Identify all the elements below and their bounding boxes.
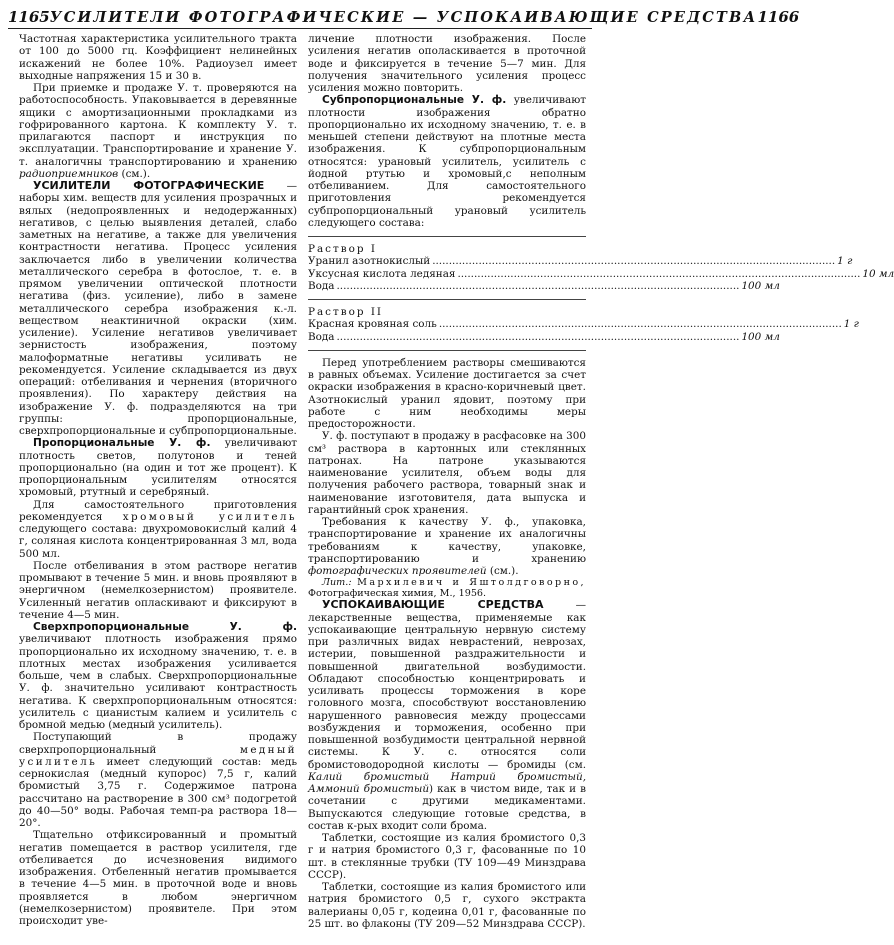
page-number-left: 1165 xyxy=(8,8,50,26)
paragraph: При приемке и продаже У. т. проверяются на работоспособность. Упаковывается в деревянные ящики с амортизационными прокладками из гофрированного картона. К комплекту У. т. прилагаются паспорт и инструкция по эксплуатации. Транспортирование и хранение У. т. аналогичны транспортированию и хранению радиоприемников (см.). xyxy=(19,82,297,180)
literature-reference: Лит.: Мархилевич и Яштолдговорно, Фотографическая химия, М., 1956. xyxy=(308,577,586,600)
ingredient-row: Уранил азотнокислый ..... 1 г xyxy=(308,255,586,267)
paragraph: Для самостоятельного приготовления рекомендуется хромовый усилитель следующего состава: двухромовокислый калий 4 г, соляная кислота концентрированная 3 мл, вода 500 мл. xyxy=(19,498,297,560)
subheading: Субпропорциональные У. ф. xyxy=(322,94,507,107)
paragraph: Тщательно отфиксированный и промытый негатив помещается в раствор усилителя, где отбеливается до исчезновения видимого изображения. Отбеленный негатив промывается в течение 4—5 мин. в проточной воде и вновь проявляется в любом энергичном (немелкозернистом) проявителе. При этом происходит уве- xyxy=(19,829,297,927)
solution-title: Раствор II xyxy=(308,306,384,318)
page-number-right: 1166 xyxy=(757,8,800,26)
running-title: УСИЛИТЕЛИ ФОТОГРАФИЧЕСКИЕ — УСПОКАИВАЮЩИЕ СРЕДСТВА xyxy=(49,8,758,26)
ingredient-row: Вода ..... 100 мл xyxy=(308,280,586,292)
paragraph: Требования к качеству У. ф., упаковка, транспортирование и хранение их аналогичны требованиям к качеству, упаковке, транспортированию и хранению фотографических проявителей (см.). xyxy=(308,516,586,577)
paragraph: Пропорциональные У. ф. увеличивают плотность светов, полутонов и теней пропорционально (на один и тот же процент). К пропорциональным усилителям относятся хромовый, ртутный и серебряный. xyxy=(19,437,298,499)
left-column xyxy=(19,33,297,927)
paragraph: У. ф. поступают в продажу в расфасовке на 300 см³ раствора в картонных или стеклянных патронах. На патроне указываются наименование усилителя, объем воды для получения рабочего раствора, товарный знак и наименование изготовителя, дата выпуска и гарантийный срок хранения. xyxy=(308,430,586,516)
paragraph: Поступающий в продажу сверхпропорциональный медный усилитель имеет следующий состав: медь сернокислая (медный купорос) 7,5 г, калий бромистый 3,75 г. Содержимое патрона рассчитано на растворение в 300 см³ подогретой до 40—50° воды. Рабочая темп-ра раствора 18—20°. xyxy=(19,731,297,829)
ingredient-row: Красная кровяная соль ..... 1 г xyxy=(308,318,586,330)
ingredient-row: Вода ..... 100 мл xyxy=(308,331,586,343)
divider xyxy=(308,350,586,351)
paragraph: Частотная характеристика усилительного тракта от 100 до 5000 гц. Коэффициент нелинейных искажений не более 10%. Радиоузел имеет выходные напряжения 15 и 30 в. xyxy=(19,33,297,82)
divider xyxy=(308,236,586,237)
divider xyxy=(308,299,586,300)
entry-heading: УСИЛИТЕЛИ ФОТОГРАФИЧЕСКИЕ xyxy=(33,179,265,192)
subheading: Сверхпропорциональные У. ф. xyxy=(33,621,297,633)
subheading: Пропорциональные У. ф. xyxy=(33,437,211,450)
paragraph: Перед употреблением растворы смешиваются в равных объемах. Усиление достигается за счет окраски изображения в красно-коричневый цвет. Азотнокислый уранил ядовит, поэтому при работе с ним необходимы меры предосторожности. xyxy=(308,356,586,430)
paragraph: личение плотности изображения. После усиления негатив ополаскивается в проточной воде и фиксируется в течение 5—7 мин. Для получения значительного усиления процесс усиления можно повторить. xyxy=(308,33,586,94)
paragraph: После отбеливания в этом растворе негатив промывают в течение 5 мин. и вновь проявляют в энергичном (немелкозернистом) проявителе. Усиленный негатив оплаcкивают и фиксируют в течение 4—5 мин. xyxy=(19,559,297,621)
paragraph: Сверхпропорциональные У. ф. увеличивают плотность изображения прямо пропорционально их исходному значению, т. е. в плотных местах изображения усиливается больше, чем в слабых. Сверхпропорциональные У. ф. значительно усиливают контрастность негатива. К сверхпропорциональным относятся: усилитель с цианистым калием и усилитель с бромной медью (медный усилитель). xyxy=(19,621,297,731)
right-column xyxy=(308,33,894,930)
entry-usiliteli: УСИЛИТЕЛИ ФОТОГРАФИЧЕСКИЕ — наборы хим. веществ для усиления прозрачных и вялых (недопроявленных и недодержанных) негативов, с целью выявления деталей, слабо заметных на негативе, а также для увеличения контрастности негатива. Процесс усиления заключается либо в увеличении количества металлического серебра в фотослое, т. е. в прямом увеличении оптической плотности негатива (физ. усиление), либо в замене металлического серебра изображения к.-л. веществом неактиничной окраски (хим. усиление). Усиление негативов увеличивает зернистость изображения, поэтому малоформатные негативы усиливать не рекомендуется. Усиление складывается из двух операций: отбеливания и чернения (вторичного проявления). По характеру действия на изображение У. ф. подразделяются на три группы: пропорциональные, сверхпропорциональные и субпропорциональные. xyxy=(19,179,297,437)
paragraph: Таблетки, состоящие из калия бромистого 0,3 г и натрия бромистого 0,3 г, фасованные по 10 шт. в стеклянные трубки (ТУ 109—49 Минздрава СССР). xyxy=(308,832,586,881)
paragraph: Субпропорциональные У. ф. увеличивают плотности изображения обратно пропорционально их исходному значению, т. е. в меньшей степени действуют на плотные места изображения. К субпропорциональным относятся: урановый усилитель, усилитель с йодной ртутью и хромовый,с неполным отбеливанием. Для самостоятельного приготовления рекомендуется субпропорциональный урановый усилитель следующего состава: xyxy=(308,94,587,229)
ingredient-row: Уксусная кислота ледяная ..... 10 мл xyxy=(308,268,586,280)
solution-title: Раствор I xyxy=(308,243,377,255)
paragraph: Таблетки, состоящие из калия бромистого или натрия бромистого 0,5 г, сухого экстракта валерианы 0,05 г, кодеина 0,01 г, фасованные по 25 шт. во флаконы (ТУ 209—52 Минздрава СССР). xyxy=(308,881,586,930)
entry-uspokaivayushchie: УСПОКАИВАЮЩИЕ СРЕДСТВА —лекарственные вещества, применяемые как успокаивающие центральную нервную систему при различных видах неврастений, неврозах, истерии, повышенной раздражительности и повышенной двигательной возбудимости. Обладают способностью концентрировать и усиливать процессы торможения в коре головного мозга, способствуют восстановлению нарушенного равновесия между процессами возбуждения и торможения, особенно при повышенной возбудимости центральной нервной системы. К У. с. относятся соли бромистоводородной кислоты — бромиды (см. Калий бромистый Натрий бромистый, Аммоний бромистый) как в чистом виде, так и в сочетании с другими медикаментами. Выпускаются следующие готовые средства, в состав к-рых входит соли брома. xyxy=(308,598,586,832)
entry-heading: УСПОКАИВАЮЩИЕ СРЕДСТВА xyxy=(322,598,544,612)
page-header xyxy=(8,6,800,29)
